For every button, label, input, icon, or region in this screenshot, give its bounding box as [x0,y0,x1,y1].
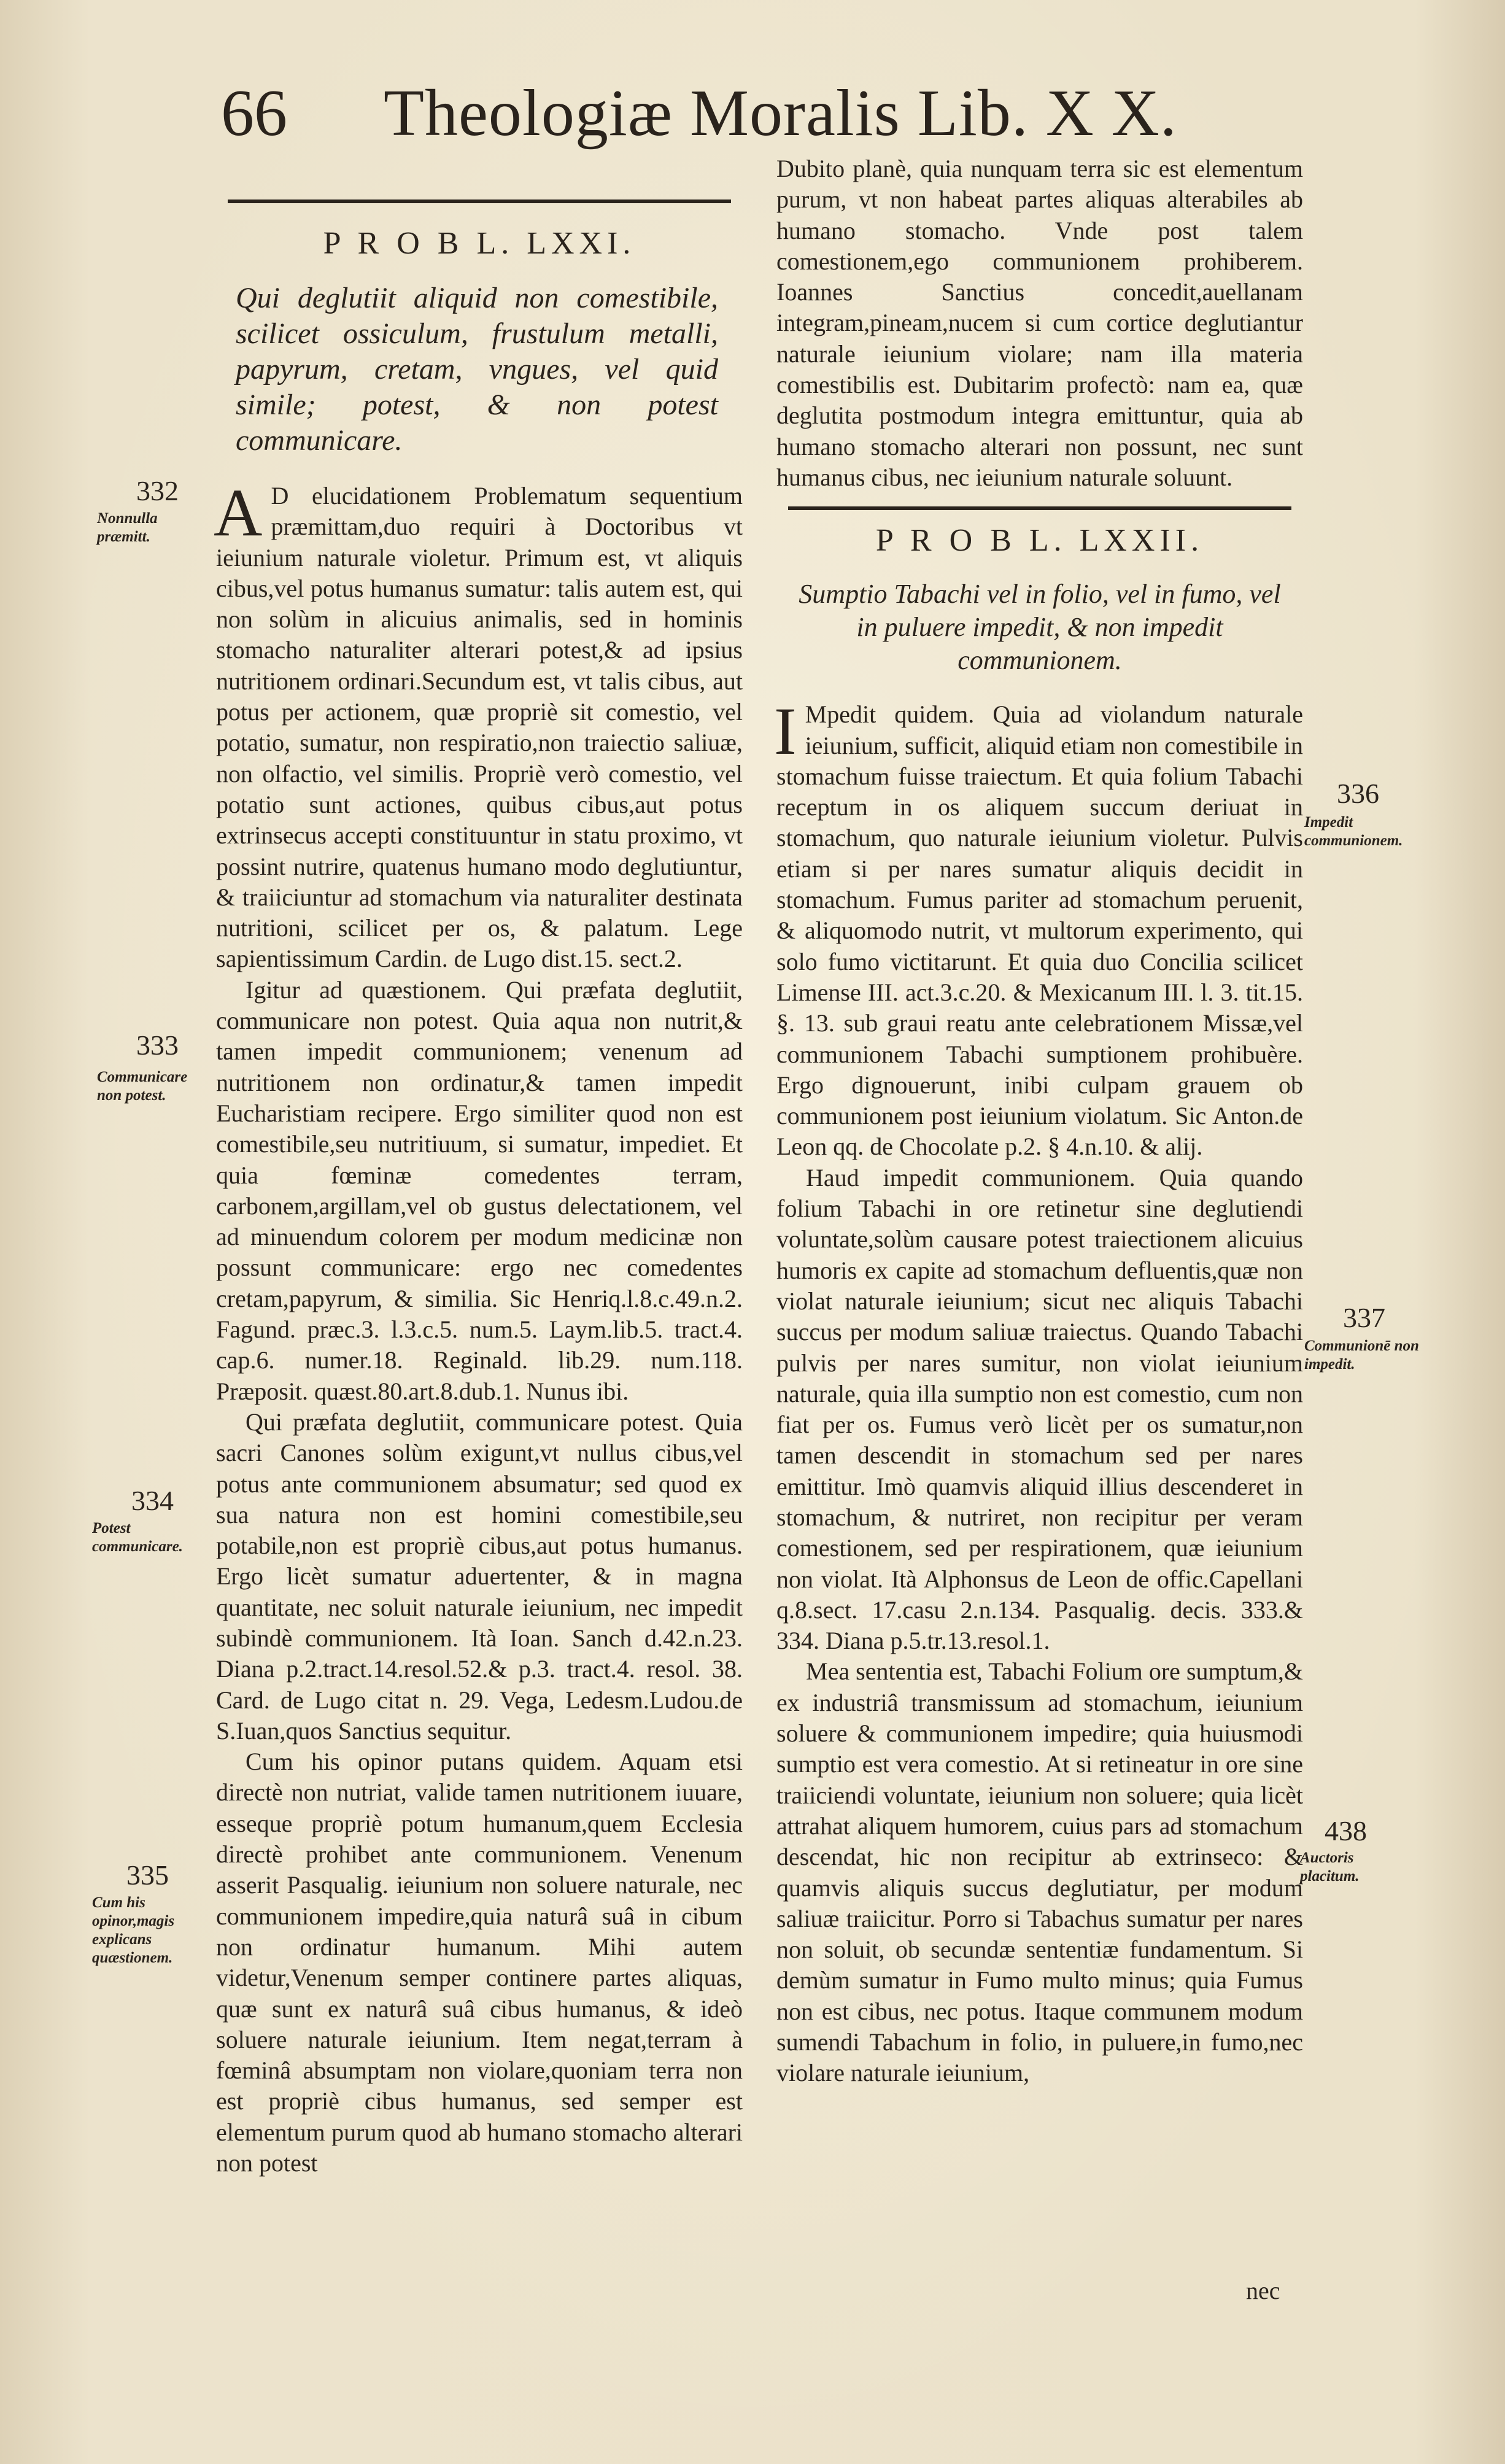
margin-number-333: 333 [136,1029,179,1061]
page-header [221,74,1203,153]
left-column [216,200,743,2179]
margin-number-334: 334 [131,1485,174,1516]
section-rule [788,506,1291,510]
header-rule [228,200,731,203]
margin-number-336: 336 [1337,778,1379,809]
catchword: nec [1246,2277,1280,2304]
margin-number-337: 337 [1343,1302,1385,1333]
continuation-paragraph: Dubito planè, quia nunquam terra sic est elementum purum, vt non habeat partes aliquas alterabiles ab humano stomacho. Vnde post talem comestionem,ego communionem prohiberem. Ioannes Sanctius concedit,auellanam integram,pineam,nucem si cum cortice deglutiantur naturale ieiunium violare; nam illa materia comestibilis est. Dubitarim profectò: nam ea, quæ deglutita postmodum integra emittuntur, quia ab humano stomacho alterari non possunt, nec sunt humanus cibus, nec ieiunium naturale soluunt. [776,155,1303,491]
drop-cap: A [214,475,263,550]
paragraph-333: Igitur ad quæstionem. Qui præfata deglutiit, communicare non potest. Quia aqua non nutrit,& tamen impedit communionem; venenum ad nutritionem non ordinatur,& tamen impedit Eucharistiam recipere. Ergo similiter quod non est comestibile,seu nutritiuum, si sumatur, impediet. Et quia fœminæ comedentes terram, carbonem,argillam,vel ob gustus delectationem, vel ad minuendum colorem per modum medicinæ non possunt communicare: ergo nec comedentes cretam,papyrum, & similia. Sic Henriq.l.8.c.49.n.2. Fagund. præc.3. l.3.c.5. num.5. Laym.lib.5. tract.4. cap.6. numer.18. Reginald. lib.29. num.118. Præposit. quæst.80.art.8.dub.1. Nunus ibi. [216,975,743,1405]
problem-heading-71: P R O B L. LXXI. [323,226,636,261]
margin-note-438: Auctoris placitum. [1300,1850,1360,1885]
paragraph-334: Qui præfata deglutiit, communicare potest. Quia sacri Canones solùm exigunt,vt nullus cibus,vel potus ante communionem absumatur; sed quod ex sua natura non est homini comestibile,seu potabile,non est propriè cibus,aut potus humanus. Ergo licèt sumatur aduertenter, & in magna quantitate, nec soluit naturale ieiunium, nec impedit subindè communionem. Ità Ioan. Sanch d.42.n.23. Diana p.2.tract.14.resol.52.& p.3. tract.4. resol. 38. Card. de Lugo citat n. 29. Vega, Ledesm.Ludou.de S.Iuan,quos Sanctius sequitur. [216,1408,743,1745]
paragraph-337: Haud impedit communionem. Quia quando folium Tabachi in ore retinetur sine deglutiendi voluntate,solùm causare potest traiectionem alicuius humoris ex capite ad stomachum defluentis,quæ non violat naturale ieiunium; sicut nec aliquis Tabachi succus per modum saliuæ traiectus. Quando Tabachi pulvis per nares sumitur, non violat ieiunium naturale, quia illa sumptio non est comestio, cum non fiat per os. Fumus verò licèt per os sumatur,non tamen descendit in stomachum sed per nares emittitur. Imò quamvis aliquid illius descenderet in stomachum, & nutriret, non recipitur per veram comestionem, sed per respirationem, quæ ieiunium non violat. Ità Alphonsus de Leon de offic.Capellani q.8.sect. 17.casu 2.n.134. Pasqualig. decis. 333.& 334. Diana p.5.tr.13.resol.1. [776,1163,1303,1655]
paragraph-335: Cum his opinor putans quidem. Aquam etsi directè non nutriat, valide tamen nutritionem iuuare, esseque propriè potum humanum,quem Ecclesia directè prohibet ante communionem. Venenum asserit Pasqualig. ieiunium non soluere naturale, nec communionem impedire,quia naturâ suâ in cibum non ordinatur humanum. Mihi autem videtur,Venenum semper continere partes aliquas, quæ sunt ex naturâ suâ cibus humanus, & ideò soluere naturale ieiunium. Item negat,terram à fœminâ absumptam non violare,quoniam terra non est propriè cibus humanus, sed semper est elementum purum quod ab humano stomacho alterari non potest [216,1748,743,2177]
page-number: 66 [221,77,287,150]
margin-note-333: Communicare non potest. [97,1069,188,1104]
margin-number-332: 332 [136,475,179,506]
margin-note-334: Potest communicare. [92,1520,183,1555]
paragraph-438: Mea sententia est, Tabachi Folium ore sumptum,& ex industriâ transmissum ad stomachum, ieiunium soluere & communionem impedire; quia huiusmodi sumptio est vera comestio. At si retineatur in ore sine traiiciendi voluntate, ieiunium non soluere; quia licèt attrahat aliquem humorem, cuius pars ad stomachum descendat, hic non recipitur ab extrinseco: & quamvis aliquis succus deglutiatur, per modum saliuæ traiicitur. Porro si Tabachus sumatur per nares non soluit, ob secundæ sententiæ fundamentum. Si demùm sumatur in Fumo multo minus; quia Fumus non est cibus, nec potus. Itaque communem modum sumendi Tabachum in folio, in puluere,in fumo,nec violare naturale ieiunium, [776,1657,1303,2087]
problem-heading-72: P R O B L. LXXII. [875,523,1204,559]
problem-title-72: Sumptio Tabachi vel in folio, vel in fumo, vel in puluere impedit, & non impedit communionem. [799,579,1281,676]
margin-number-335: 335 [126,1859,169,1891]
margin-note-336: Impedit communionem. [1304,814,1403,849]
margin-note-337: Communionē non impedit. [1304,1338,1419,1373]
problem-title-71: Qui deglutiit aliquid non comestibile, scilicet ossiculum, frustulum metalli, papyrum, cretam, vngues, vel quid simile; potest, & non potest communicare. [236,282,718,457]
paragraph-336: I Mpedit quidem. Quia ad violandum naturale ieiunium, sufficit, aliquid etiam non comestibile in stomachum fuisse traiectum. Et quia folium Tabachi receptum in os aliquem succum deriuat in stomachum, quo naturale ieiunium violetur. Pulvis etiam si per nares sumatur aliquis decidit in stomachum. Fumus pariter ad stomachum peruenit, & aliquomodo nutrit, vt multorum experimento, qui solo fumo victitarunt. Et quia duo Concilia scilicet Limense III. act.3.c.20. & Mexicanum III. l. 3. tit.15. §. 13. sub graui reatu ante celebrationem Missæ,vel communionem Tabachi sumptionem prohibuère. Ergo dignouerunt, inibi culpam grauem ob communionem post ieiunium violatum. Sic Anton.de Leon qq. de Chocolate p.2. § 4.n.10. & alij. [774,694,1303,1161]
margin-note-335: Cum his opinor,magis explicans quæstionem. [92,1894,175,1966]
margin-number-438: 438 [1325,1815,1367,1846]
paragraph-332: A D elucidationem Problematum sequentium præmittam,duo requiri à Doctoribus vt ieiunium naturale violetur. Primum est, vt aliquis cibus,vel potus humanus sumatur: talis autem est, qui non solùm in alicuius animalis, sed in hominis stomacho naturaliter alterari potest,& ad ipsius nutritionem ordinari.Secundum est, vt talis cibus, aut potus per actionem, quæ propriè sit comestio, vel potatio, sumatur, non respiratio,non traiectio saliuæ, non olfactio, vel similis. Propriè verò comestio, vel potatio sunt actiones, quibus cibus,aut potus extrinsecus accepti constituuntur in statu proximo, vt possint nutrire, quatenus humano modo deglutiuntur, & traiiciuntur ad stomachum via naturaliter destinata nutritioni, scilicet per os, & palatum. Lege sapientissimum Cardin. de Lugo dist.15. sect.2. [214,475,743,973]
drop-cap: I [774,694,797,769]
right-column [776,153,1303,2089]
running-title: Theologiæ Moralis Lib. X X. [384,77,1177,150]
margin-note-332: Nonnulla præmitt. [97,510,158,545]
